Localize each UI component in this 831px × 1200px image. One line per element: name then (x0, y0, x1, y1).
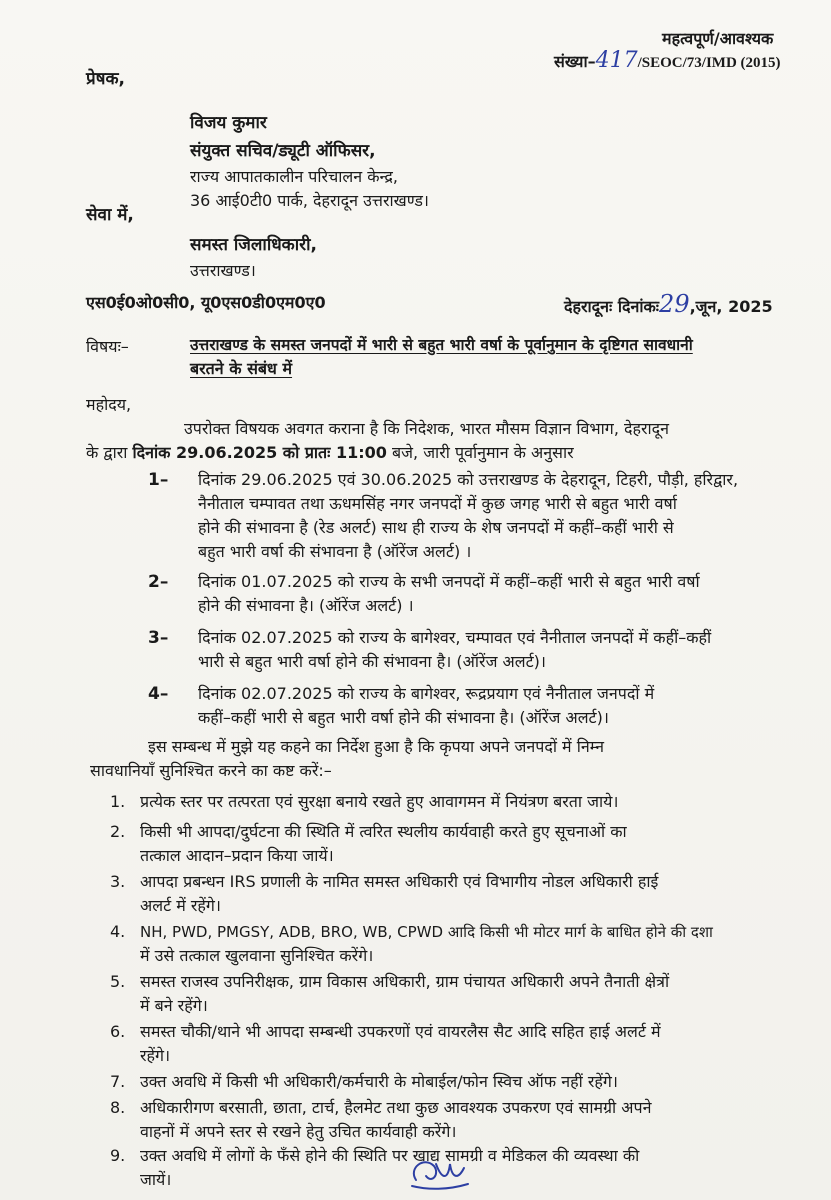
directive-line-1: इस सम्बन्ध में मुझे यह कहने का निर्देश हुआ है कि कृपया अपने जनपदों में निम्न (148, 737, 605, 756)
intro-line-1: उपरोक्त विषयक अवगत कराना है कि निदेशक, भारत मौसम विज्ञान विभाग, देहरादून (184, 419, 670, 438)
reference-code: एस0ई0ओ0सी0, यू0एस0डी0एम0ए0 (86, 293, 326, 312)
letter-number (554, 48, 781, 74)
intro-line-2: के द्वारा दिनांक 29.06.2025 को प्रातः 11:00 बजे, जारी पूर्वानुमान के अनुसार (86, 443, 574, 462)
sender-address: 36 आई0टी0 पार्क, देहरादून उत्तराखण्ड। (190, 191, 429, 210)
sender-label: प्रेषक, (86, 69, 126, 89)
number-label: संख्या– (554, 52, 596, 71)
recipient-state: उत्तराखण्ड। (190, 261, 256, 280)
sender-name: विजय कुमार (190, 113, 267, 133)
recipient-name: समस्त जिलाधिकारी, (190, 235, 317, 255)
directive-line-2: सावधानियाँ सुनिश्चित करने का कष्ट करें:– (90, 761, 332, 780)
letter-page: महत्वपूर्ण/आवश्यक संख्या–417/SEOC/73/IMD (2015) प्रेषक, विजय कुमार संयुक्त सचिव/ड्यूटी ऑफिसर, राज्य आपातकालीन परिचालन केन्द्र, 36 आई0टी0 पार्क, देहरादून उत्तराखण्ड। सेवा में, समस्त जिलाधिकारी, उत्तराखण्ड। एस0ई0ओ0सी0, यू0एस0डी0एम0ए0 देहरादूनः दिनांकः29,जून, 2025 विषयः– उत्तराखण्ड के समस्त जनपदों में भारी से बहुत भारी वर्षा के पूर्वानुमान के दृष्टिगत सावधानी बरतने के संबंध में महोदय, उपरोक्त विषयक अवगत कराना है कि निदेशक, भारत मौसम विज्ञान विभाग, देहरादून के द्वारा दिनांक 29.06.2025 को प्रातः 11:00 बजे, जारी पूर्वानुमान के अनुसार 1– दिनांक 29.06.2025 एवं 30.06.2025 को उत्तराखण्ड के देहरादून, टिहरी, पौड़ी, हरिद्वार, नैनीताल चम्पावत तथा ऊधमसिंह नगर जनपदों में कुछ जगह भारी से बहुत भारी वर्षा होने की संभावना है (रेड अलर्ट) साथ ही राज्य के शेष जनपदों में कहीं–कहीं भारी से बहुत भारी वर्षा की संभावना है (ऑरेंज अलर्ट) । 2– दिनांक 01.07.2025 को राज्य के सभी जनपदों में कहीं–कहीं भारी से बहुत भारी वर्षा होने की संभावना है। (ऑरेंज अलर्ट) । 3– दिनांक 02.07.2025 को राज्य के बागेश्वर, चम्पावत एवं नैनीताल जनपदों में कहीं–कहीं भारी से बहुत भारी वर्षा होने की संभावना है। (ऑरेंज अलर्ट)। 4– दिनांक 02.07.2025 को राज्य के बागेश्वर, रूद्रप्रयाग एवं नैनीताल जनपदों में कहीं–कहीं भारी से बहुत भारी वर्षा होने की संभावना है। (ऑरेंज अलर्ट)। इस सम्बन्ध में मुझे यह कहने का निर्देश हुआ है कि कृपया अपने जनपदों में निम्न सावधानियाँ सुनिश्चित करने का कष्ट करें:– 1. प्रत्येक स्तर पर तत्परता एवं सुरक्षा बनाये रखते हुए आवागमन में नियंत्रण बरता जाये। 2. किसी भी आपदा/दुर्घटना की स्थिति में त्वरित स्थलीय कार्यवाही करते हुए सूचनाओं का तत्काल आदान–प्रदान किया जायें। 3. आपदा प्रबन्धन IRS प्रणाली के नामित समस्त अधिकारी एवं विभागीय नोडल अधिकारी हाई अलर्ट में रहेंगे। 4. NH, PWD, PMGSY, ADB, BRO, WB, CPWD आदि किसी भी मोटर मार्ग के बाधित होने की दशा में उसे तत्काल खुलवाना सुनिश्चित करेंगे। 5. समस्त राजस्व उपनिरीक्षक, ग्राम विकास अधिकारी, ग्राम पंचायत अधिकारी अपने तैनाती क्षेत्रों में बने रहेंगे। 6. समस्त चौकी/थाने भी आपदा सम्बन्धी उपकरणों एवं वायरलैस सैट आदि सहित हाई अलर्ट में रहेंगे। 7. उक्त अवधि में किसी भी अधिकारी/कर्मचारी के मोबाईल/फोन स्विच ऑफ नहीं रहेंगे। 8. अधिकारीगण बरसाती, छाता, टार्च, हैलमेट तथा कुछ आवश्यक उपकरण एवं सामग्री अपने वाहनों में अपने स्तर से रखने हेतु उचित कार्यवाही करेंगे। 9. उक्त अवधि में लोगों के फँसे होने की स्थिति पर खाद्य सामग्री व मेडिकल की व्यवस्था की जायें। (0, 0, 831, 1200)
date-label: देहरादूनः दिनांकः (564, 297, 660, 316)
date-line (564, 290, 773, 318)
recipient-label: सेवा में, (86, 205, 134, 225)
subject-line-2: बरतने के संबंध में (190, 359, 293, 378)
sender-office: राज्य आपातकालीन परिचालन केन्द्र, (190, 167, 399, 186)
handwritten-date-day: 29 (659, 290, 690, 318)
salutation: महोदय, (86, 395, 132, 414)
date-month-year: ,जून, 2025 (689, 297, 773, 316)
subject-label: विषयः– (86, 337, 129, 356)
handwritten-number: 417 (595, 48, 638, 73)
number-reference: /SEOC/73/IMD (2015) (637, 55, 781, 71)
intro-forecast-date: दिनांक 29.06.2025 को प्रातः 11:00 (132, 443, 387, 462)
priority-label: महत्वपूर्ण/आवश्यक (662, 29, 774, 48)
subject-line-1: उत्तराखण्ड के समस्त जनपदों में भारी से बहुत भारी वर्षा के पूर्वानुमान के दृष्टिगत सावधानी (190, 336, 693, 354)
signature-initials-icon (404, 1150, 474, 1194)
sender-designation: संयुक्त सचिव/ड्यूटी ऑफिसर, (190, 141, 376, 161)
